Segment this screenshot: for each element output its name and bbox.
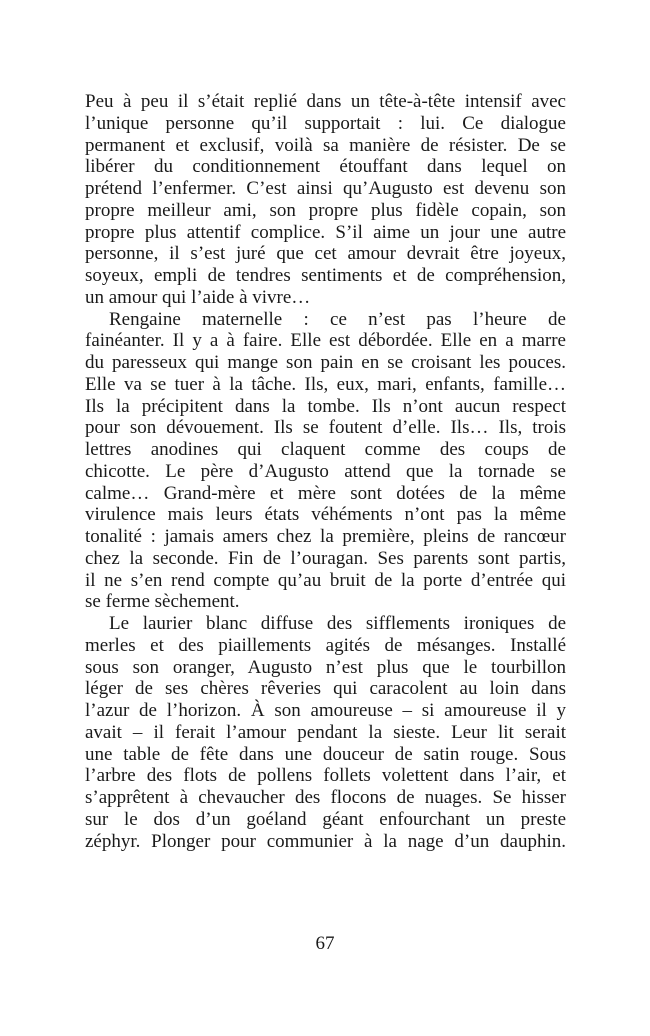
text-line: fainéanter. Il y a à faire. Elle est débordée. Elle en a marre bbox=[85, 330, 566, 352]
text-line: sous son oranger, Augusto n’est plus que le tourbillon bbox=[85, 656, 566, 678]
text-line: une table de fête dans une douceur de satin rouge. Sous bbox=[85, 743, 566, 765]
text-line: propre meilleur ami, son propre plus fidèle copain, son bbox=[85, 199, 566, 221]
text-line: tonalité : jamais amers chez la première, pleins de rancœur bbox=[85, 526, 566, 547]
page-body bbox=[85, 91, 566, 852]
text-line: sur le dos d’un goéland géant enfourchant un preste bbox=[85, 808, 566, 830]
text-line: pour son dévouement. Ils se foutent d’elle. Ils… Ils, trois bbox=[85, 417, 566, 439]
page-number: 67 bbox=[315, 933, 335, 954]
text-line: l’azur de l’horizon. À son amoureuse – si amoureuse il y bbox=[85, 700, 566, 721]
paragraph bbox=[85, 91, 566, 309]
text-line: un amour qui l’aide à vivre… bbox=[85, 286, 311, 308]
text-line: chicotte. Le père d’Augusto attend que la tornade se bbox=[85, 460, 566, 482]
text-line: merles et des piaillements agités de mésanges. Installé bbox=[85, 634, 566, 656]
text-line: zéphyr. Plonger pour communier à la nage d’un dauphin. bbox=[85, 830, 566, 852]
text-line: lettres anodines qui claquent comme des coups de bbox=[85, 439, 566, 460]
text-line: Elle va se tuer à la tâche. Ils, eux, mari, enfants, famille… bbox=[85, 373, 566, 395]
text-line: l’arbre des flots de pollens follets volettent dans l’air, et bbox=[85, 765, 566, 787]
text-line: s’apprêtent à chevaucher des flocons de nuages. Se hisser bbox=[85, 787, 566, 808]
text-line: se ferme sèchement. bbox=[85, 591, 240, 613]
text-line: du paresseux qui mange son pain en se croisant les pouces. bbox=[85, 352, 566, 373]
text-line: avait – il ferait l’amour pendant la sieste. Leur lit serait bbox=[85, 721, 566, 743]
text-line: Ils la précipitent dans la tombe. Ils n’ont aucun respect bbox=[85, 395, 566, 417]
text-line: propre plus attentif complice. S’il aime un jour une autre bbox=[85, 221, 566, 243]
paragraph bbox=[85, 613, 566, 852]
text-line: permanent et exclusif, voilà sa manière de résister. De se bbox=[85, 134, 566, 156]
text-line: Peu à peu il s’était replié dans un tête-à-tête intensif avec bbox=[85, 91, 566, 112]
text-line: chez la seconde. Fin de l’ouragan. Ses parents sont partis, bbox=[85, 547, 566, 569]
text-line: Le laurier blanc diffuse des sifflements ironiques de bbox=[109, 613, 566, 634]
text-line: l’unique personne qu’il supportait : lui. Ce dialogue bbox=[85, 112, 566, 134]
text-line: il ne s’en rend compte qu’au bruit de la porte d’entrée qui bbox=[85, 569, 566, 591]
text-line: calme… Grand-mère et mère sont dotées de la même bbox=[85, 482, 566, 504]
text-line: personne, il s’est juré que cet amour devrait être joyeux, bbox=[85, 243, 566, 265]
text-line: prétend l’enfermer. C’est ainsi qu’Augusto est devenu son bbox=[85, 178, 566, 199]
paragraph bbox=[85, 309, 566, 614]
text-line: soyeux, empli de tendres sentiments et de compréhension, bbox=[85, 265, 566, 286]
text-line: libérer du conditionnement étouffant dans lequel on bbox=[85, 156, 566, 178]
text-line: Rengaine maternelle : ce n’est pas l’heure de bbox=[109, 308, 566, 330]
text-line: léger de ses chères rêveries qui caracolent au loin dans bbox=[85, 678, 566, 700]
text-line: virulence mais leurs états véhéments n’ont pas la même bbox=[85, 504, 566, 526]
